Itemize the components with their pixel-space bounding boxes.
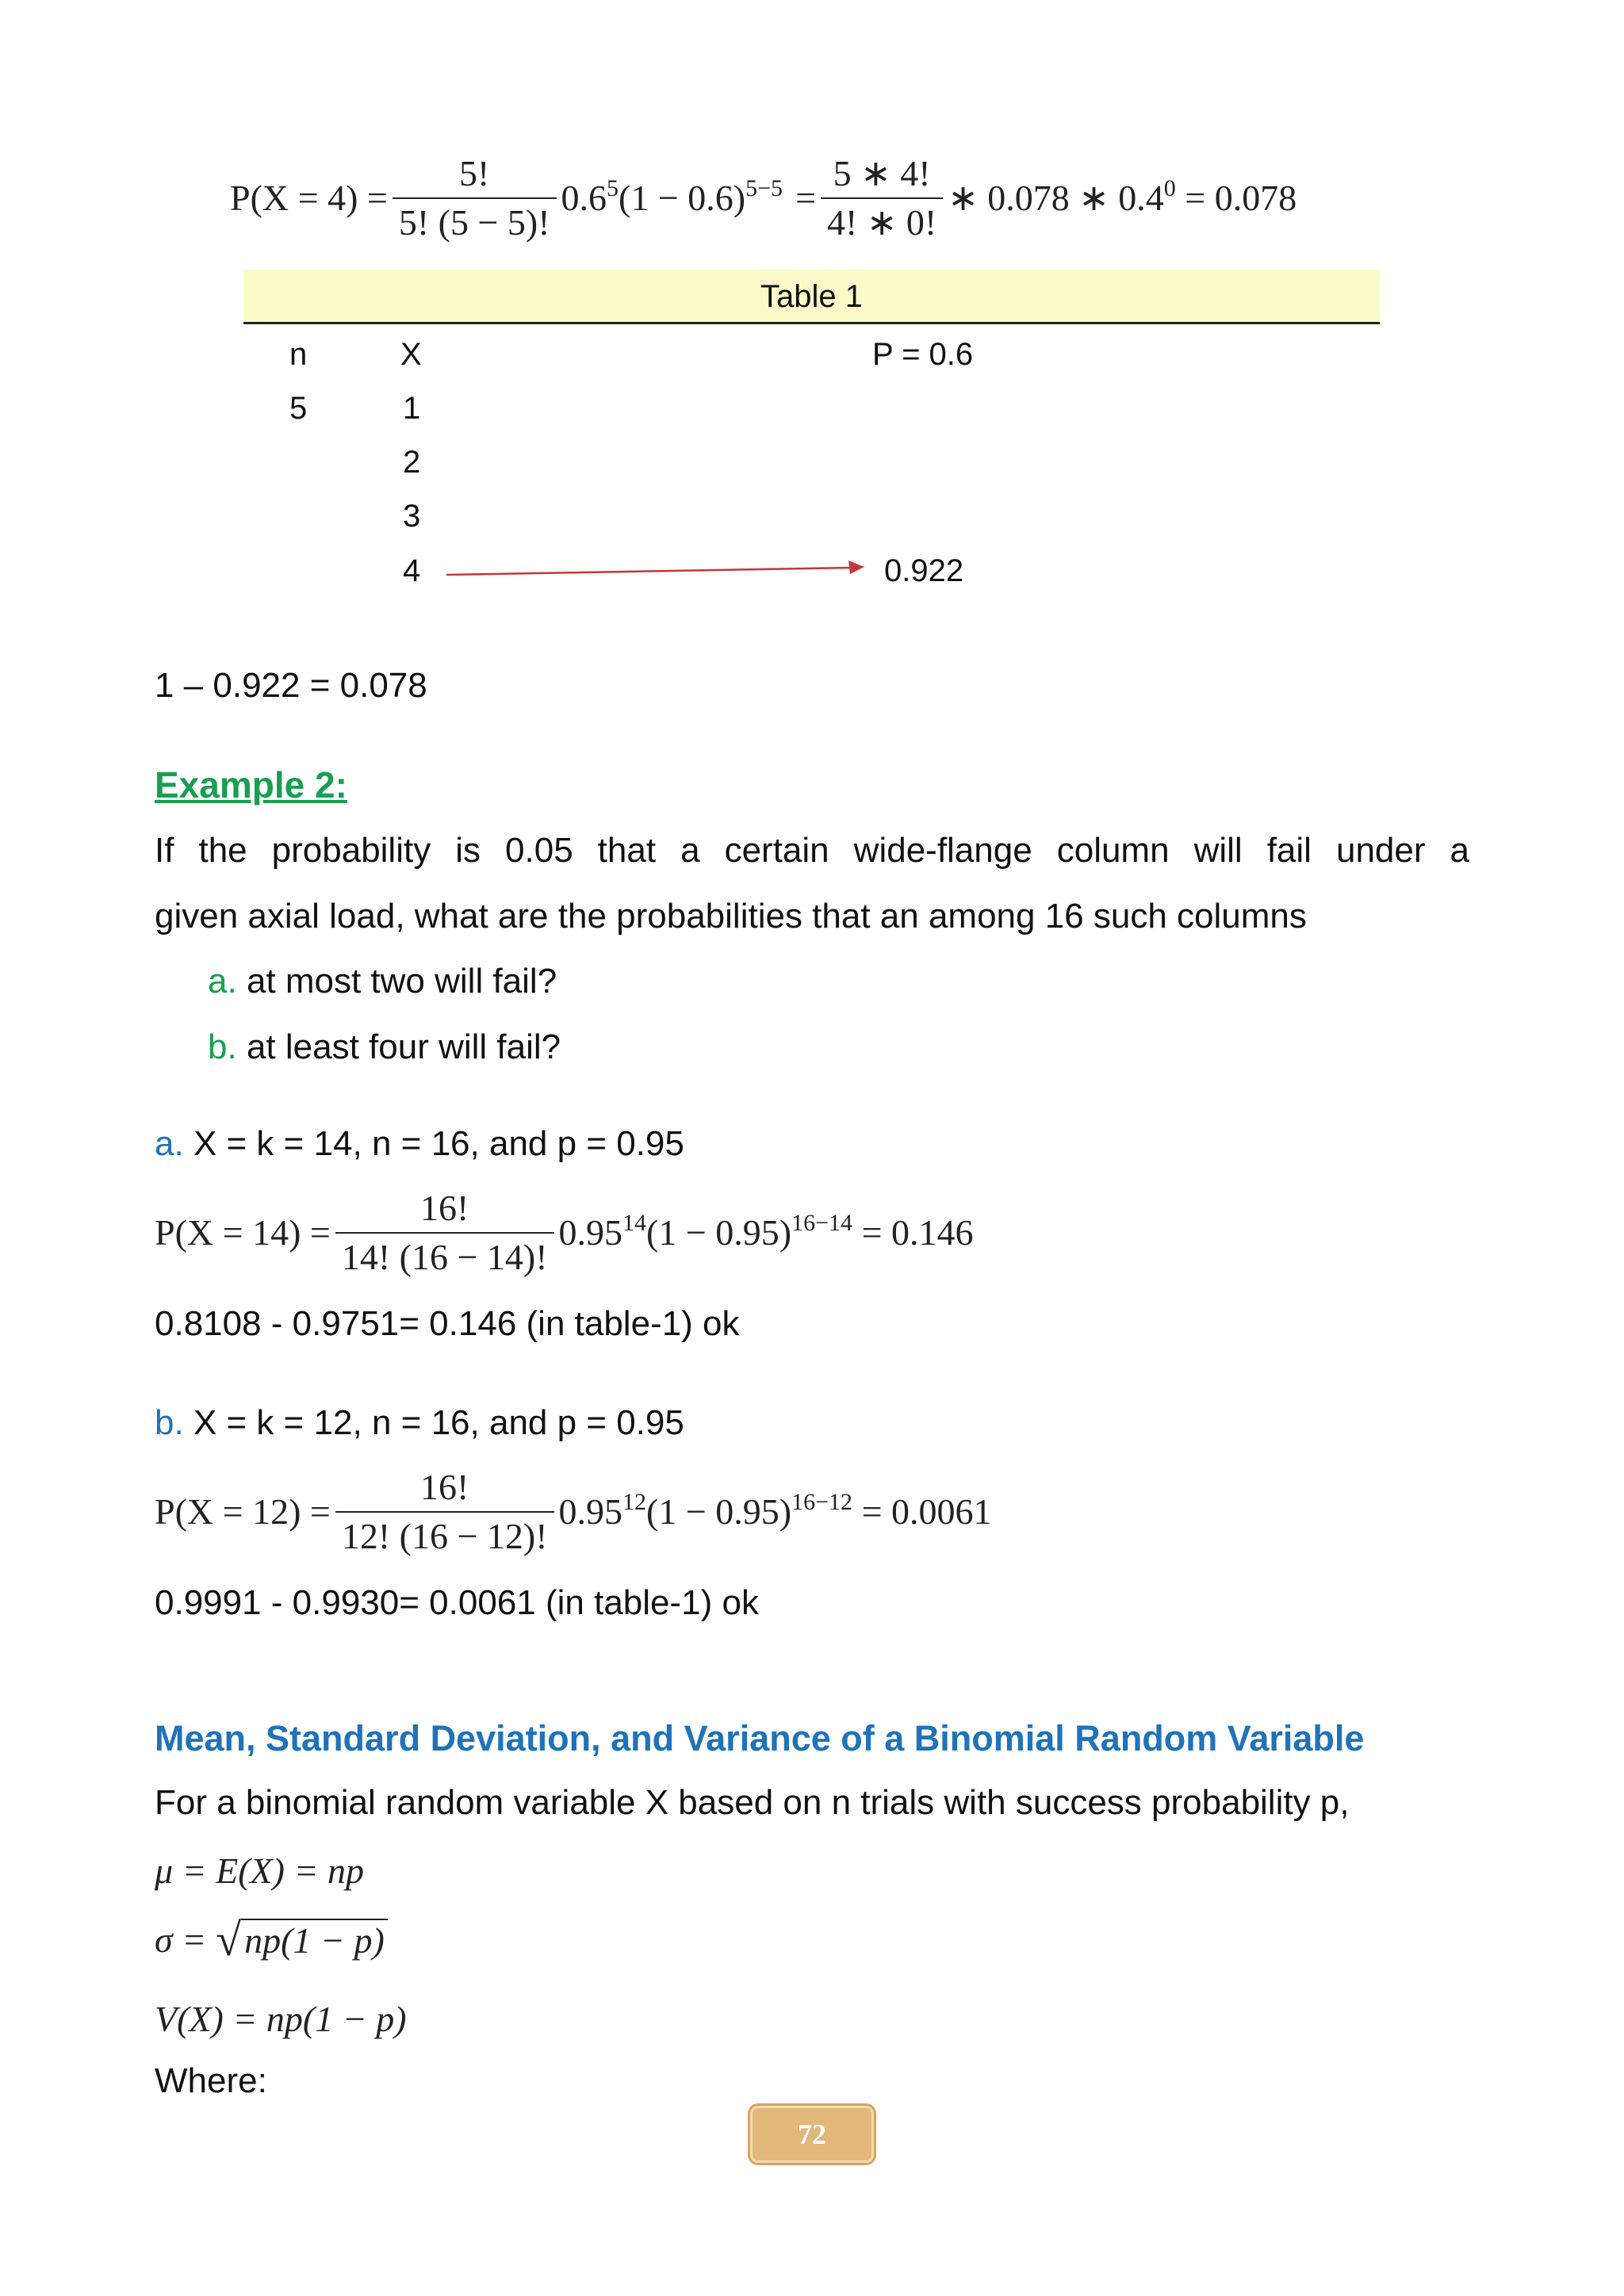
fraction-binomial-coefficient: $\frac{5!}{5! (5 - 5)!}$: [393, 155, 557, 242]
square-root-radicand: np(1 − p): [241, 1919, 388, 1961]
list-item-a: a. at most two will fail?: [208, 962, 557, 1001]
arrow-icon: [440, 553, 1312, 584]
fraction-binomial-coefficient: $\frac{16!}{12! (16 - 12)!}$: [335, 1468, 554, 1556]
section-intro: For a binomial random variable X based on n trials with success probability p,: [155, 1783, 1350, 1822]
formula-p-x-14: P(X = 14) = $\frac{16!}{14! (16 - 14)!}$ $0.95^{14}(1 - 0.95)^{16-14} = 0.146$: [155, 1188, 974, 1277]
list-item-b: b. at least four will fail?: [208, 1027, 561, 1066]
page-number-badge: [750, 2106, 874, 2163]
table-cell-x-4: 4: [403, 553, 421, 588]
table-result-value: 0.922: [884, 553, 964, 588]
formula-p-x-4: P(X = 4) = $\frac{5!}{5! (5 - 5)!}$ $0.6^5(1 - 0.6)^{5-5}$ = $\frac{5 ∗ 4!}{4! ∗ 0!}$ ∗ 0.078 ∗ $0.4^0 = 0.078$: [230, 153, 1297, 243]
formula-p-x-12: P(X = 12) = $\frac{16!}{12! (16 - 12)!}$ $0.95^{12}(1 - 0.95)^{16-12} = 0.0061$: [155, 1467, 992, 1556]
example-2-problem-line-1: If the probability is 0.05 that a certain wide-flange column will fail under a: [155, 831, 1469, 870]
fraction-binomial-coefficient: $\frac{16!}{14! (16 - 14)!}$: [335, 1189, 554, 1276]
table-header-p: P = 0.6: [872, 337, 974, 372]
table-header-n: n: [289, 337, 308, 372]
table-cell-x-2: 2: [403, 445, 421, 480]
formula-lhs: P(X = 4) =: [230, 178, 388, 218]
table-cell-x-1: 1: [403, 391, 421, 426]
table-cell-x-3: 3: [403, 499, 421, 534]
part-b-setup: b. X = k = 12, n = 16, and p = 0.95: [155, 1403, 684, 1442]
page-number: 72: [798, 2118, 826, 2150]
standard-deviation-formula: σ = √ np(1 − p): [155, 1919, 388, 1961]
table-header-x: X: [400, 337, 422, 372]
table-title: Table 1: [760, 279, 863, 314]
table-cell-n-value: 5: [289, 391, 308, 426]
part-a-check: 0.8108 - 0.9751= 0.146 (in table-1) ok: [155, 1304, 740, 1343]
fraction-simplified: $\frac{5 ∗ 4!}{4! ∗ 0!}$: [821, 155, 943, 242]
table-1-header: [243, 270, 1380, 324]
example-2-heading: Example 2:: [155, 764, 347, 806]
square-root-symbol: √: [216, 1914, 242, 1965]
variance-formula: V(X) = np(1 − p): [155, 1999, 407, 2039]
subtraction-result: 1 – 0.922 = 0.078: [155, 666, 427, 705]
part-b-check: 0.9991 - 0.9930= 0.0061 (in table-1) ok: [155, 1583, 759, 1622]
example-2-problem-line-2: given axial load, what are the probabilities that an among 16 such columns: [155, 897, 1307, 936]
part-a-setup: a. X = k = 14, n = 16, and p = 0.95: [155, 1124, 684, 1163]
section-heading: Mean, Standard Deviation, and Variance of a Binomial Random Variable: [155, 1718, 1365, 1758]
mean-formula: μ = E(X) = np: [155, 1850, 365, 1891]
where-label: Where:: [155, 2061, 267, 2100]
